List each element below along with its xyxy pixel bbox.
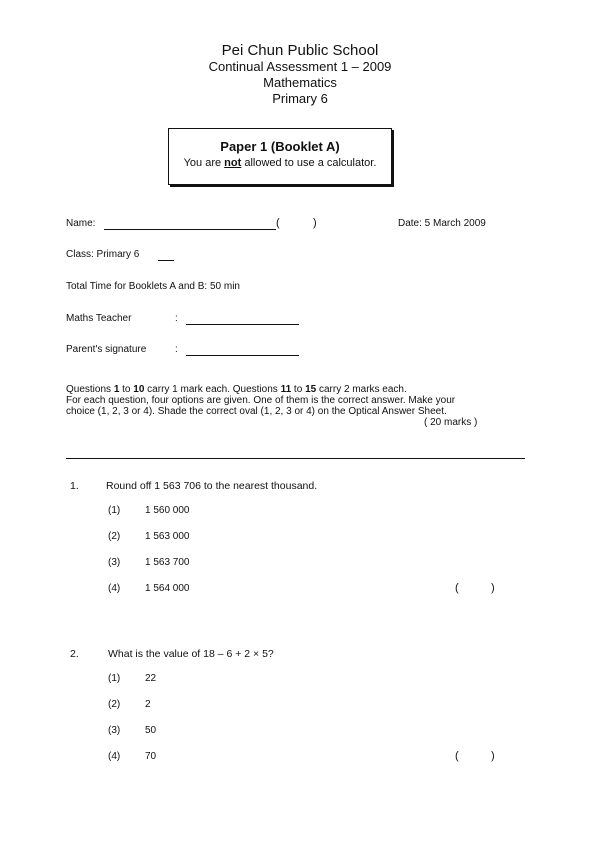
- q1-answer-bracket-close: ): [491, 582, 495, 594]
- note-part: You are: [183, 157, 225, 169]
- instructions: [66, 384, 536, 428]
- register-paren-close: ): [313, 217, 317, 229]
- q1-option-1-num: (1): [108, 505, 121, 516]
- note-part: allowed to use a calculator.: [241, 157, 377, 169]
- q2-option-1-value: 22: [145, 673, 157, 684]
- q1-option-4-value: 1 564 000: [145, 583, 190, 594]
- question-2-number: 2.: [70, 648, 79, 660]
- register-paren-open: (: [276, 217, 280, 229]
- q1-option-4-num: (4): [108, 583, 121, 594]
- parent-colon: :: [175, 344, 178, 355]
- calculator-note: [169, 157, 391, 169]
- parent-signature-label: Parent's signature: [66, 344, 147, 355]
- text-bold: 15: [305, 384, 317, 395]
- q2-option-2-value: 2: [145, 699, 151, 710]
- text-part: to: [291, 384, 306, 395]
- instruction-line-3: choice (1, 2, 3 or 4). Shade the correct oval (1, 2, 3 or 4) on the Optical Answer Sheet.: [66, 406, 447, 417]
- assessment-title: Continual Assessment 1 – 2009: [208, 59, 392, 74]
- school-name: Pei Chun Public School: [221, 42, 379, 59]
- paper-title: Paper 1 (Booklet A): [220, 139, 340, 154]
- q1-option-2-value: 1 563 000: [145, 531, 190, 542]
- q2-option-4-value: 70: [145, 751, 157, 762]
- instruction-line-2: For each question, four options are given. One of them is the correct answer. Make your: [66, 395, 456, 406]
- teacher-input-line[interactable]: [186, 312, 299, 325]
- q1-answer-bracket-open: (: [455, 582, 459, 594]
- q2-answer-bracket-open: (: [455, 750, 459, 762]
- paper-info-box: [168, 128, 392, 185]
- text-bold: 11: [280, 384, 292, 395]
- class-input-line[interactable]: [158, 248, 174, 261]
- q1-option-1-value: 1 560 000: [145, 505, 190, 516]
- subject-title: Mathematics: [263, 75, 337, 90]
- q2-answer-bracket-close: ): [491, 750, 495, 762]
- text-bold: 1: [113, 384, 120, 395]
- q2-option-3-value: 50: [145, 725, 157, 736]
- q2-option-4-num: (4): [108, 751, 121, 762]
- teacher-label: Maths Teacher: [66, 313, 132, 324]
- level-title: Primary 6: [272, 91, 328, 106]
- document-header: [0, 42, 600, 107]
- instruction-line-1: [66, 384, 536, 395]
- parent-signature-line[interactable]: [186, 343, 299, 356]
- text-part: to: [119, 384, 134, 395]
- name-input-line[interactable]: [104, 217, 276, 230]
- date-text: Date: 5 March 2009: [398, 218, 486, 229]
- q1-option-3-value: 1 563 700: [145, 557, 190, 568]
- text-bold: 10: [133, 384, 145, 395]
- teacher-colon: :: [175, 313, 178, 324]
- question-1-number: 1.: [70, 480, 79, 492]
- q2-option-1-num: (1): [108, 673, 121, 684]
- q2-option-3-num: (3): [108, 725, 121, 736]
- question-2-text: What is the value of 18 – 6 + 2 × 5?: [108, 648, 274, 660]
- section-divider: [66, 458, 525, 459]
- total-marks: ( 20 marks ): [424, 417, 478, 428]
- note-emphasis: not: [224, 157, 242, 169]
- q1-option-3-num: (3): [108, 557, 121, 568]
- text-part: Questions: [66, 384, 114, 395]
- name-label: Name:: [66, 218, 96, 229]
- q1-option-2-num: (2): [108, 531, 121, 542]
- total-time-text: Total Time for Booklets A and B: 50 min: [66, 281, 240, 292]
- q2-option-2-num: (2): [108, 699, 121, 710]
- question-1-text: Round off 1 563 706 to the nearest thousand.: [106, 480, 318, 492]
- class-label: Class: Primary 6: [66, 249, 140, 260]
- text-part: carry 2 marks each.: [316, 384, 407, 395]
- text-part: carry 1 mark each. Questions: [144, 384, 281, 395]
